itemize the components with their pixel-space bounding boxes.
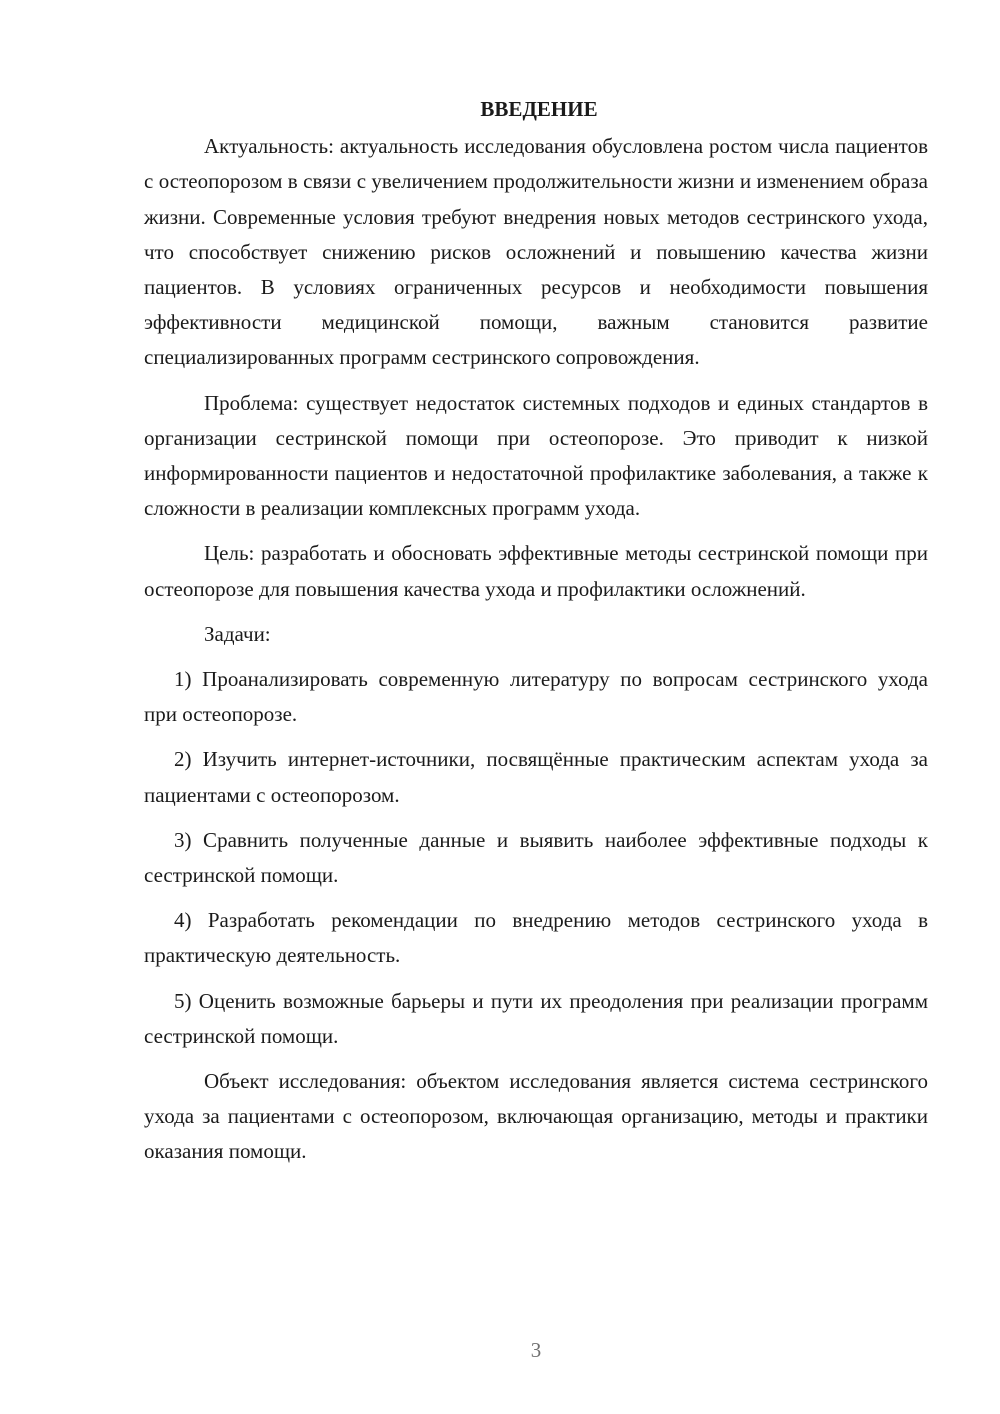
section-title: ВВЕДЕНИЕ xyxy=(480,97,598,121)
goal-paragraph: Цель: разработать и обосновать эффективные методы сестринской помощи при остеопорозе для повышения качества ухода и профилактики осложнений. xyxy=(144,541,928,601)
relevance-paragraph: Актуальность: актуальность исследования обусловлена ростом числа пациентов с остеопорозом в связи с увеличением продолжительности жизни и изменением образа жизни. Современные условия требуют внедрения новых методов сестринского ухода, что способствует снижению рисков осложнений и повышению качества жизни пациентов. В условиях ограниченных ресурсов и необходимости повышения эффективности медицинской помощи, важным становится развитие специализированных программ сестринского сопровождения. xyxy=(144,134,928,370)
object-paragraph: Объект исследования: объектом исследования является система сестринского ухода за пациентами с остеопорозом, включающая организацию, методы и практики оказания помощи. xyxy=(144,1069,928,1164)
task-item-5: 5) Оценить возможные барьеры и пути их преодоления при реализации программ сестринской помощи. xyxy=(144,988,928,1048)
page-content xyxy=(144,92,928,1180)
task-item-2: 2) Изучить интернет-источники, посвящённые практическим аспектам ухода за пациентами с остеопорозом. xyxy=(144,747,928,807)
tasks-heading: Задачи: xyxy=(204,621,271,646)
problem-paragraph: Проблема: существует недостаток системных подходов и единых стандартов в организации сестринской помощи при остеопорозе. Это приводит к низкой информированности пациентов и недостаточной профилактике заболевания, а также к сложности в реализации комплексных программ ухода. xyxy=(144,390,928,521)
task-item-1: 1) Проанализировать современную литературу по вопросам сестринского ухода при остеопорозе. xyxy=(144,667,928,727)
page-number: 3 xyxy=(530,1338,542,1362)
task-item-3: 3) Сравнить полученные данные и выявить наиболее эффективные подходы к сестринской помощи. xyxy=(144,827,928,888)
task-item-4: 4) Разработать рекомендации по внедрению методов сестринского ухода в практическую деятельность. xyxy=(144,908,928,968)
